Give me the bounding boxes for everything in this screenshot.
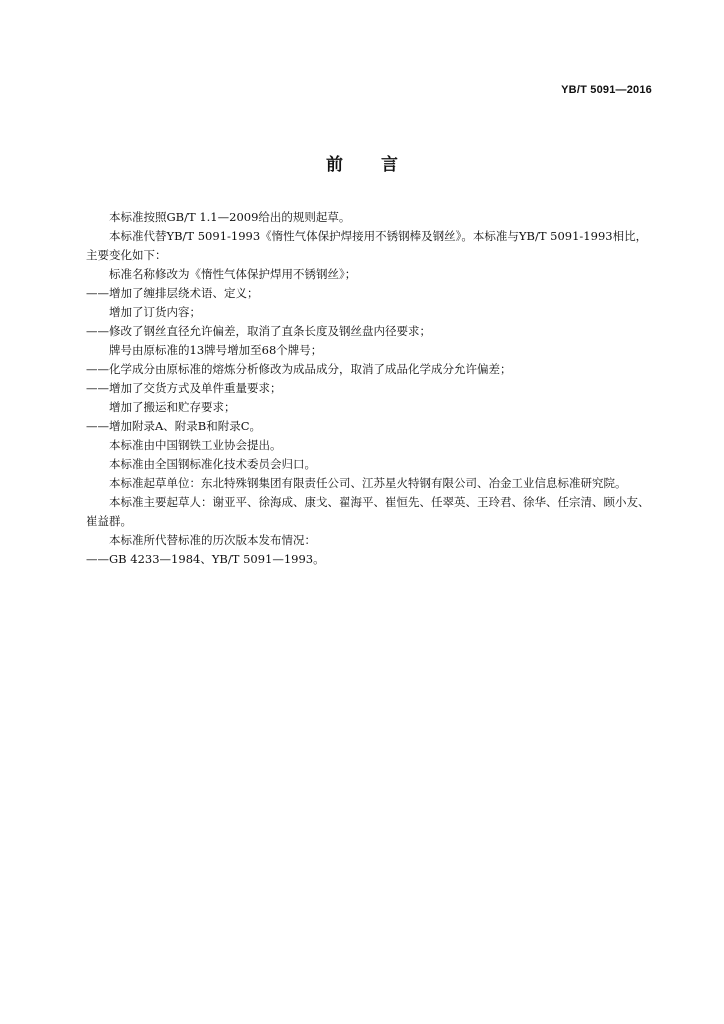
dash-mark: —— bbox=[86, 381, 109, 395]
change-text: 增加了搬运和贮存要求； bbox=[109, 400, 236, 414]
change-item bbox=[86, 398, 654, 417]
dash-mark: —— bbox=[86, 552, 109, 566]
change-item bbox=[86, 303, 654, 322]
change-text: 牌号由原标准的13牌号增加至68个牌号； bbox=[109, 343, 323, 357]
dash-mark: —— bbox=[86, 362, 109, 376]
change-item bbox=[86, 265, 654, 284]
change-item bbox=[86, 379, 654, 398]
closing-paragraph: 本标准由中国钢铁工业协会提出。 bbox=[109, 438, 282, 452]
change-item bbox=[86, 417, 654, 436]
change-text: 增加了交货方式及单件重量要求； bbox=[109, 381, 282, 395]
dash-mark: —— bbox=[86, 419, 109, 433]
intro-paragraph: 本标准按照GB/T 1.1—2009给出的规则起草。 bbox=[109, 210, 351, 224]
change-text: 增加了缠排层绕术语、定义； bbox=[109, 286, 259, 300]
history-item bbox=[86, 550, 654, 569]
intro-paragraph: 本标准代替YB/T 5091-1993《惰性气体保护焊接用不锈钢棒及钢丝》。本标准与YB/T 5091-1993相比，主要变化如下： bbox=[86, 229, 648, 262]
closing-paragraph: 本标准主要起草人：谢亚平、徐海成、康戈、翟海平、崔恒先、任翠英、王玲君、徐华、任宗清、顾小友、崔益群。 bbox=[86, 495, 650, 528]
closing-paragraph: 本标准起草单位：东北特殊钢集团有限责任公司、江苏星火特钢有限公司、冶金工业信息标准研究院。 bbox=[109, 476, 627, 490]
history-text: GB 4233—1984、YB/T 5091—1993。 bbox=[109, 552, 325, 566]
closing-paragraph: 本标准所代替标准的历次版本发布情况： bbox=[109, 533, 316, 547]
change-item bbox=[86, 322, 654, 341]
page-title: 前言 bbox=[326, 155, 436, 175]
change-text: 标准名称修改为《惰性气体保护焊用不锈钢丝》； bbox=[109, 267, 357, 281]
changes-list bbox=[86, 265, 654, 436]
change-text: 化学成分由原标准的熔炼分析修改为成品成分，取消了成品化学成分允许偏差； bbox=[109, 362, 512, 376]
change-text: 修改了钢丝直径允许偏差，取消了直条长度及钢丝盘内径要求； bbox=[109, 324, 431, 338]
dash-mark: —— bbox=[86, 324, 109, 338]
change-text: 增加附录A、附录B和附录C。 bbox=[109, 419, 262, 433]
change-item bbox=[86, 284, 654, 303]
standard-code: YB/T 5091—2016 bbox=[561, 84, 652, 96]
dash-mark: —— bbox=[86, 286, 109, 300]
change-item bbox=[86, 341, 654, 360]
change-text: 增加了订货内容； bbox=[109, 305, 201, 319]
change-item bbox=[86, 360, 654, 379]
closing-paragraph: 本标准由全国钢标准化技术委员会归口。 bbox=[109, 457, 316, 471]
document-body bbox=[86, 208, 654, 569]
